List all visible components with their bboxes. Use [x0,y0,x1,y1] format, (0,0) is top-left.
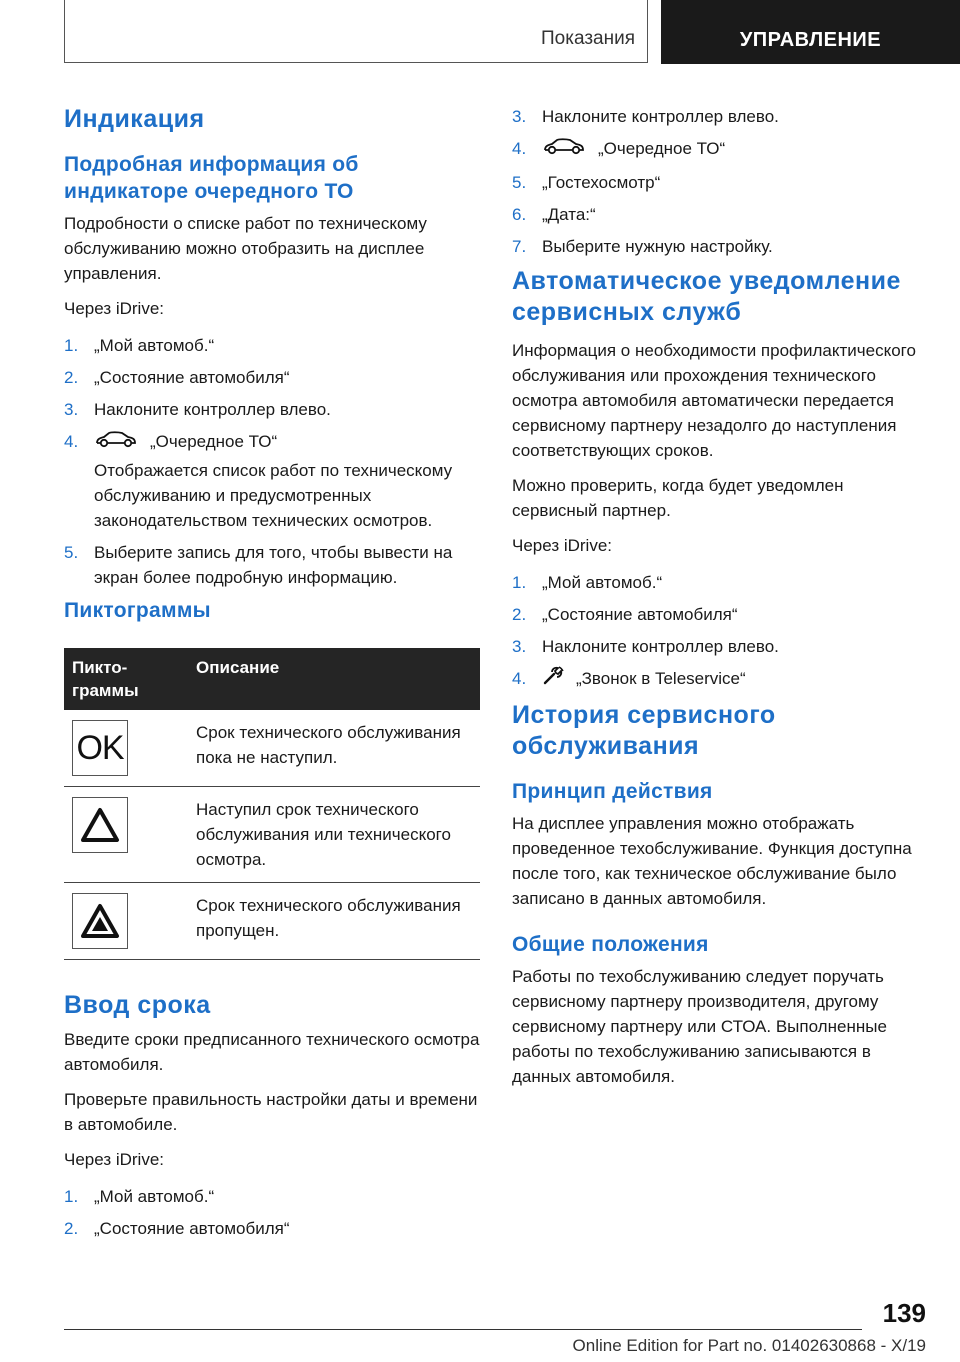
step-text: „Состояние автомобиля“ [94,368,290,387]
chapter-tab [64,0,648,63]
steps-list-3 [512,570,928,693]
left-column [64,98,480,1248]
table-row [64,883,480,960]
step-text: „Дата:“ [542,205,596,225]
step-number: 1. [512,573,527,593]
step-text: Наклоните контроллер влево. [542,637,779,657]
subsection-title-principle: Принцип действия [512,780,713,804]
step-text: „Гостехосмотр“ [542,173,661,193]
step-number: 6. [512,205,527,225]
list-item [512,170,928,195]
paragraph: Можно проверить, когда будет уведомлен сервисный партнер. [512,476,844,521]
section-title-date-entry: Ввод срока [64,991,211,1020]
step-text: „Мой автомоб.“ [542,573,663,593]
footer-edition: Online Edition for Part no. 01402630868 - X/19 [572,1336,926,1355]
step-text: „Очередное ТО“ [598,139,726,158]
list-item [512,104,928,129]
step-text: „Состояние автомобиля“ [94,1219,290,1239]
section-title-indication: Индикация [64,105,205,133]
list-item [64,1184,480,1209]
step-text: Наклоните контроллер влево. [94,400,331,419]
table-row [64,787,480,883]
list-item [64,397,480,422]
steps-list-1 [64,333,480,590]
page-header [64,0,960,64]
list-item [512,666,928,693]
step-number: 2. [64,1219,79,1239]
section-title-auto-notification: Автоматическое уведомление сервисных служб [512,267,901,327]
table-header-row [64,648,480,710]
step-number: 4. [512,139,527,158]
subsection-title-general: Общие положения [512,933,709,957]
paragraph-idrive: Через iDrive: [64,1150,165,1170]
table-cell-icon [64,787,188,883]
pictogram-table [64,648,480,960]
paragraph: На дисплее управления можно отображать проведенное техобслуживание. Функция доступна после того, как техническое обслуживание было записано в данных автомобиля. [512,814,912,909]
step-number: 1. [64,336,79,355]
section-label: УПРАВЛЕНИЕ [739,29,882,51]
steps-list-continued [512,104,928,259]
paragraph: Работы по техобслуживанию следует поручать сервисному партнеру производителя, другому сервисному партнеру или СТОА. Выполненные работы по техобслуживанию записываются в данных автомобиля. [512,967,887,1087]
step-number: 1. [64,1187,79,1207]
step-text: „Очередное ТО“ [150,432,278,451]
step-number: 7. [512,237,527,257]
table-cell: Срок технического обслуживания пока не наступил. [188,710,480,787]
step-number: 4. [64,432,79,451]
step-text: „Звонок в Teleservice“ [576,669,746,689]
step-text: Выберите нужную настройку. [542,237,773,257]
steps-list-2 [64,1184,480,1241]
step-text: „Мой автомоб.“ [94,1187,215,1207]
step-number: 2. [64,368,79,387]
table-cell: Наступил срок технического обслуживания или технического осмотра. [188,787,480,883]
section-banner [661,0,960,64]
step-number: 2. [512,605,527,625]
step-number: 5. [512,173,527,193]
step-text: „Состояние автомобиля“ [542,605,738,625]
table-header-cell: Пиктограммы [64,648,188,710]
step-number: 5. [64,543,79,563]
step-number: 3. [64,400,79,419]
warning-triangle-icon [72,797,128,853]
ok-icon-label: OK [76,728,124,767]
chapter-label: Показания [541,28,635,49]
table-header-cell: Описание [188,648,480,710]
right-column [512,104,928,1089]
step-number: 3. [512,107,527,126]
table-row [64,710,480,787]
paragraph: Введите сроки предписанного технического осмотра автомобиля. [64,1030,480,1075]
step-text: Наклоните контроллер влево. [542,107,779,126]
table-cell-icon [64,883,188,960]
warning-triangle-filled-icon [72,893,128,949]
list-item [512,602,928,627]
footer-divider [64,1329,862,1330]
list-item [64,365,480,390]
car-service-icon [94,429,138,456]
list-item [64,1216,480,1241]
list-item [512,234,928,259]
paragraph-idrive: Через iDrive: [64,299,165,318]
step-number: 4. [512,669,527,689]
subsection-title-pictograms: Пиктограммы [64,599,211,623]
paragraph: Проверьте правильность настройки даты и времени в автомобиле. [64,1090,478,1135]
ok-icon [72,720,128,776]
step-number: 3. [512,637,527,657]
page-number: 139 [882,1298,926,1328]
list-item [64,333,480,358]
step-note: Отображается список работ по техническому обслуживанию и предусмотренных законодательством технических осмотров. [94,461,453,531]
paragraph: Информация о необходимости профилактического обслуживания или прохождения технического осмотра автомобиля автоматически передается сервисному партнеру незадолго до наступления соответствующих сроков. [512,341,916,461]
list-item [512,202,928,227]
step-text: „Мой автомоб.“ [94,336,215,355]
list-item [512,570,928,595]
car-service-icon [542,136,586,163]
list-item [64,429,480,533]
step-text: Выберите запись для того, чтобы вывести на экран более подробную информацию. [94,543,453,588]
subsection-title-details: Подробная информация об индикаторе очередного ТО [64,153,359,203]
list-item [512,136,928,163]
teleservice-wrench-icon [542,666,564,693]
list-item [512,634,928,659]
section-title-service-history: История сервисного обслуживания [512,701,776,761]
list-item [64,540,480,590]
paragraph-idrive: Через iDrive: [512,536,613,556]
table-cell: Срок технического обслуживания пропущен. [188,883,480,960]
table-cell-icon [64,710,188,787]
paragraph: Подробности о списке работ по техническому обслуживанию можно отобразить на дисплее управления. [64,214,427,283]
